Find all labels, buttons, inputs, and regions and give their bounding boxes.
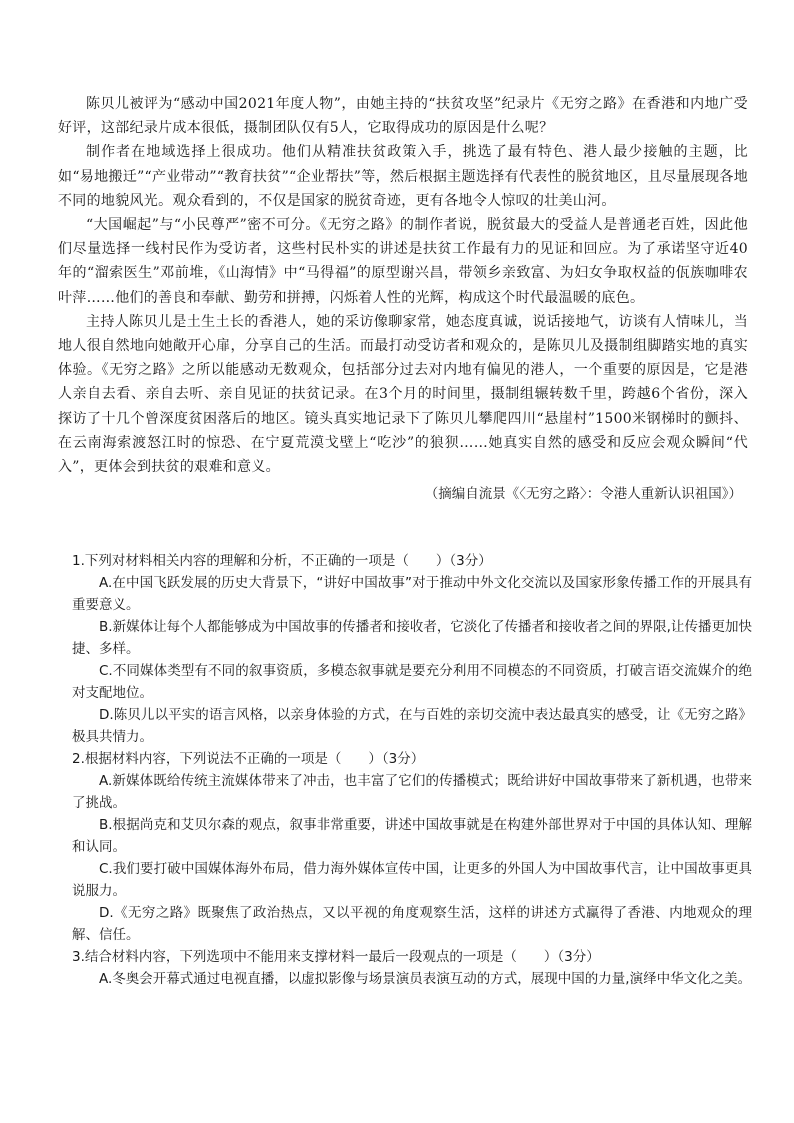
answer-option-a: A.新媒体既给传统主流媒体带来了冲击，也丰富了它们的传播模式；既给讲好中国故事带来了新机遇，也带来了挑战。 (72, 773, 752, 811)
answer-option-b: B.新媒体让每个人都能够成为中国故事的传播者和接收者，它淡化了传播者和接收者之间的界限,让传播更加快捷、多样。 (72, 619, 752, 657)
passage-paragraph: 主持人陈贝儿是土生土长的香港人，她的采访像聊家常，她态度真诚，说话接地气，访谈有人情味儿，当地人很自然地向她敞开心扉，分享自己的生活。而最打动受访者和观众的，是陈贝儿及摄制组脚踏实地的真实体验。《无穷之路》之所以能感动无数观众，包括部分过去对内地有偏见的港人，一个重要的原因是，它是港人亲自去看、亲自去听、亲自见证的扶贫记录。在3个月的时间里，摄制组辗转数千里，跨越6个省份，深入探访了十几个曾深度贫困落后的地区。镜头真实地记录下了陈贝儿攀爬四川“悬崖村”1500米钢梯时的颤抖、在云南海索渡怒江时的惊恐、在宁夏荒漠戈壁上“吃沙”的狼狈……她真实自然的感受和反应会观众瞬间“代入”，更体会到扶贫的艰难和意义。 (58, 313, 748, 476)
question-list (72, 550, 752, 990)
question-stem: 3.结合材料内容，下列选项中不能用来支撑材料一最后一段观点的一项是（ ）（3分） (72, 949, 600, 965)
answer-option-a: A.在中国飞跃发展的历史大背景下，“讲好中国故事”对于推动中外文化交流以及国家形象传播工作的开展具有重要意义。 (72, 575, 752, 613)
passage-paragraph: “大国崛起”与“小民尊严”密不可分。《无穷之路》的制作者说，脱贫最大的受益人是普通老百姓，因此他们尽量选择一线村民作为受访者，这些村民朴实的讲述是扶贫工作最有力的见证和回应。为了承诺坚守近40年的“溜索医生”邓前堆，《山海情》中“马得福”的原型谢兴昌，带领乡亲致富、为妇女争取权益的佤族咖啡农叶萍……他们的善良和奉献、勤劳和拼搏，闪烁着人性的光辉，构成这个时代最温暖的底色。 (58, 217, 748, 306)
answer-option-c: C.不同媒体类型有不同的叙事资质，多模态叙事就是要充分利用不同模态的不同资质，打破言语交流媒介的绝对支配地位。 (72, 663, 752, 701)
answer-option-a: A.冬奥会开幕式通过电视直播，以虚拟影像与场景演员表演互动的方式，展现中国的力量,演绎中华文化之美。 (99, 971, 752, 987)
passage-paragraph: 陈贝儿被评为“感动中国2021年度人物”，由她主持的“扶贫攻坚”纪录片《无穷之路》在香港和内地广受好评，这部纪录片成本很低，摄制团队仅有5人，它取得成功的原因是什么呢？ (58, 96, 748, 137)
question-3 (72, 946, 752, 990)
passage-source: （摘编自流景《〈无穷之路〉：令港人重新认识祖国》） (424, 486, 742, 502)
answer-option-d: D.陈贝儿以平实的语言风格，以亲身体验的方式，在与百姓的亲切交流中表达最真实的感受，让《无穷之路》极具共情力。 (72, 707, 752, 745)
answer-option-c: C.我们要打破中国媒体海外布局，借力海外媒体宣传中国，让更多的外国人为中国故事代言，让中国故事更具说服力。 (72, 861, 752, 899)
question-2 (72, 748, 752, 946)
question-stem: 2.根据材料内容，下列说法不正确的一项是（ ）（3分） (72, 751, 425, 767)
passage-paragraph: 制作者在地域选择上很成功。他们从精准扶贫政策入手，挑选了最有特色、港人最少接触的主题，比如“易地搬迁”“产业带动”“教育扶贫”“企业帮扶”等，然后根据主题选择有代表性的脱贫地区，且尽量展现各地不同的地貌风光。观众看到的，不仅是国家的脱贫奇迹，更有各地令人惊叹的壮美山河。 (58, 144, 748, 209)
question-1 (72, 550, 752, 748)
answer-option-b: B.根据尚克和艾贝尔森的观点，叙事非常重要，讲述中国故事就是在构建外部世界对于中国的具体认知、理解和认同。 (72, 817, 752, 855)
reading-passage (58, 92, 748, 479)
answer-option-d: D.《无穷之路》既聚焦了政治热点，又以平视的角度观察生活，这样的讲述方式赢得了香港、内地观众的理解、信任。 (72, 905, 752, 943)
question-stem: 1.下列对材料相关内容的理解和分析，不正确的一项是（ ）（3分） (72, 553, 492, 569)
